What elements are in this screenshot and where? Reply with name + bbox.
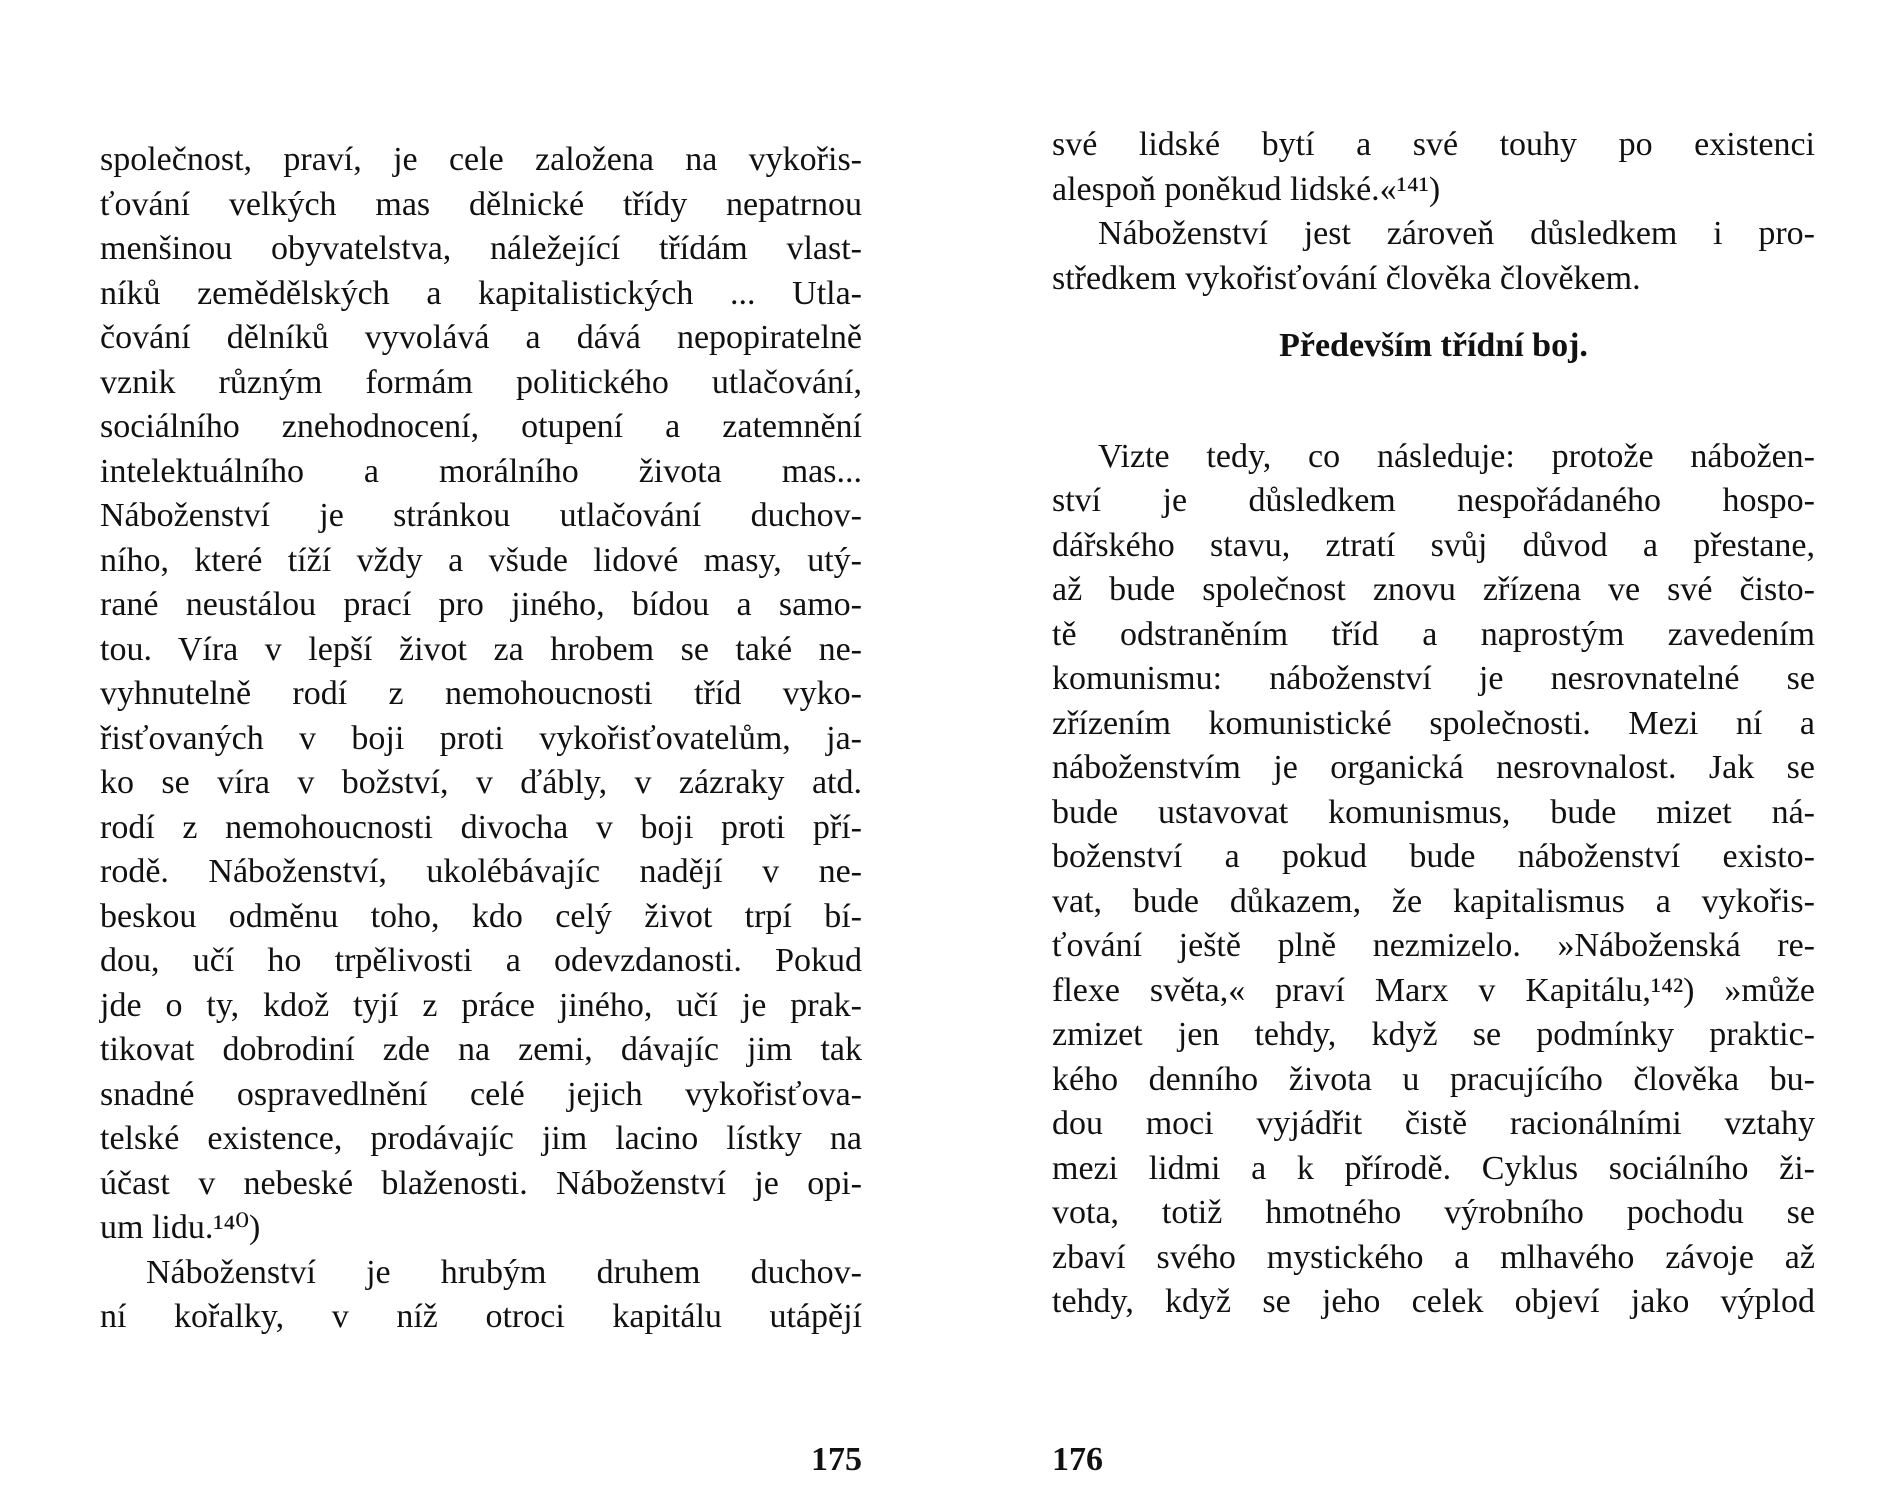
text-line: Náboženství jest zároveň důsledkem i pro-: [1098, 215, 1815, 252]
text-line: zbaví svého mystického a mlhavého závoje až: [1052, 1238, 1815, 1276]
left-page: [100, 0, 862, 1500]
blank-line: [1052, 390, 1815, 435]
text-line: zřízením komunistické společnosti. Mezi ní a: [1052, 704, 1815, 742]
text-line: sociálního znehodnocení, otupení a zatemnění: [100, 408, 862, 445]
text-line: telské existence, prodávajíc jim lacino lístky na: [100, 1120, 862, 1157]
text-line: dou, učí ho trpělivosti a odevzdanosti. Pokud: [100, 942, 862, 979]
text-line: alespoň poněkud lidské.«¹⁴¹): [1052, 170, 1441, 208]
page-number: 175: [811, 1441, 862, 1478]
text-line: boženství a pokud bude náboženství existo-: [1052, 838, 1815, 875]
text-line: menšinou obyvatelstva, náležející třídám vlast-: [100, 230, 862, 267]
text-line: Náboženství je hrubým druhem duchov-: [146, 1253, 862, 1291]
text-line: zmizet jen tehdy, když se podmínky praktic-: [1052, 1016, 1815, 1053]
text-line: dou moci vyjádřit čistě racionálními vztahy: [1052, 1105, 1815, 1142]
right-page: [1052, 0, 1815, 1500]
text-line: čování dělníků vyvolává a dává nepopiratelně: [100, 319, 862, 356]
text-line: Vizte tedy, co následuje: protože nábožen-: [1098, 437, 1815, 475]
text-line: vznik různým formám politického utlačování,: [100, 363, 862, 401]
text-line: snadné ospravedlnění celé jejich vykořisťova-: [100, 1075, 862, 1113]
text-line: své lidské bytí a své touhy po existenci: [1052, 126, 1815, 163]
text-line: řisťovaných v boji proti vykořisťovatelům, ja-: [100, 719, 862, 757]
text-line: jde o ty, kdož tyjí z práce jiného, učí je prak-: [100, 986, 862, 1024]
text-line: vota, totiž hmotného výrobního pochodu se: [1052, 1194, 1815, 1231]
text-line: ního, které tíží vždy a všude lidové masy, utý-: [100, 541, 862, 579]
text-line: tě odstraněním tříd a naprostým zavedením: [1052, 615, 1815, 653]
text-line: společnost, praví, je cele založena na vykořis-: [100, 141, 862, 178]
section-heading: Především třídní boj.: [1279, 327, 1588, 364]
text-line: komunismu: náboženství je nesrovnatelné se: [1052, 660, 1815, 697]
text-line: flexe světa,« praví Marx v Kapitálu,¹⁴²) »může: [1052, 971, 1815, 1009]
text-line: dářského stavu, ztratí svůj důvod a přestane,: [1052, 526, 1815, 564]
text-line: ko se víra v božství, v ďábly, v zázraky atd.: [100, 764, 862, 801]
text-line: tikovat dobrodiní zde na zemi, dávajíc jim tak: [100, 1031, 862, 1068]
text-line: středkem vykořisťování člověka člověkem.: [1052, 259, 1641, 297]
text-line: vat, bude důkazem, že kapitalismus a vykořis-: [1052, 882, 1815, 920]
text-line: náboženstvím je organická nesrovnalost. Jak se: [1052, 749, 1815, 786]
text-line: ství je důsledkem nespořádaného hospo-: [1052, 482, 1815, 519]
text-line: rodí z nemohoucnosti divocha v boji proti pří-: [100, 808, 862, 846]
text-line: ťování ještě plně nezmizelo. »Náboženská re-: [1052, 927, 1815, 964]
text-line: účast v nebeské blaženosti. Náboženství je opi-: [100, 1164, 862, 1202]
text-line: tou. Víra v lepší život za hrobem se také ne-: [100, 630, 862, 668]
text-line: ní kořalky, v níž otroci kapitálu utápějí: [100, 1298, 862, 1335]
page-number: 176: [1052, 1441, 1103, 1478]
text-line: až bude společnost znovu zřízena ve své čisto-: [1052, 571, 1815, 608]
left-page-text: [100, 138, 862, 1340]
text-line: níků zemědělských a kapitalistických ... Utla-: [100, 274, 862, 312]
text-line: mezi lidmi a k přírodě. Cyklus sociálního ži-: [1052, 1149, 1815, 1187]
text-line: kého denního života u pracujícího člověka bu-: [1052, 1060, 1815, 1098]
text-line: bude ustavovat komunismus, bude mizet ná-: [1052, 793, 1815, 831]
text-line: intelektuálního a morálního života mas...: [100, 452, 862, 490]
text-line: rodě. Náboženství, ukolébávajíc nadějí v ne-: [100, 853, 862, 890]
text-line: vyhnutelně rodí z nemohoucnosti tříd vyko-: [100, 675, 862, 712]
text-line: Náboženství je stránkou utlačování duchov-: [100, 497, 862, 534]
text-line: beskou odměnu toho, kdo celý život trpí bí-: [100, 897, 862, 935]
right-page-text: [1052, 123, 1815, 1325]
text-line: rané neustálou prací pro jiného, bídou a samo-: [100, 586, 862, 623]
text-line: um lidu.¹⁴⁰): [100, 1209, 261, 1246]
text-line: ťování velkých mas dělnické třídy nepatrnou: [100, 185, 862, 223]
text-line: tehdy, když se jeho celek objeví jako výplod: [1052, 1283, 1815, 1320]
